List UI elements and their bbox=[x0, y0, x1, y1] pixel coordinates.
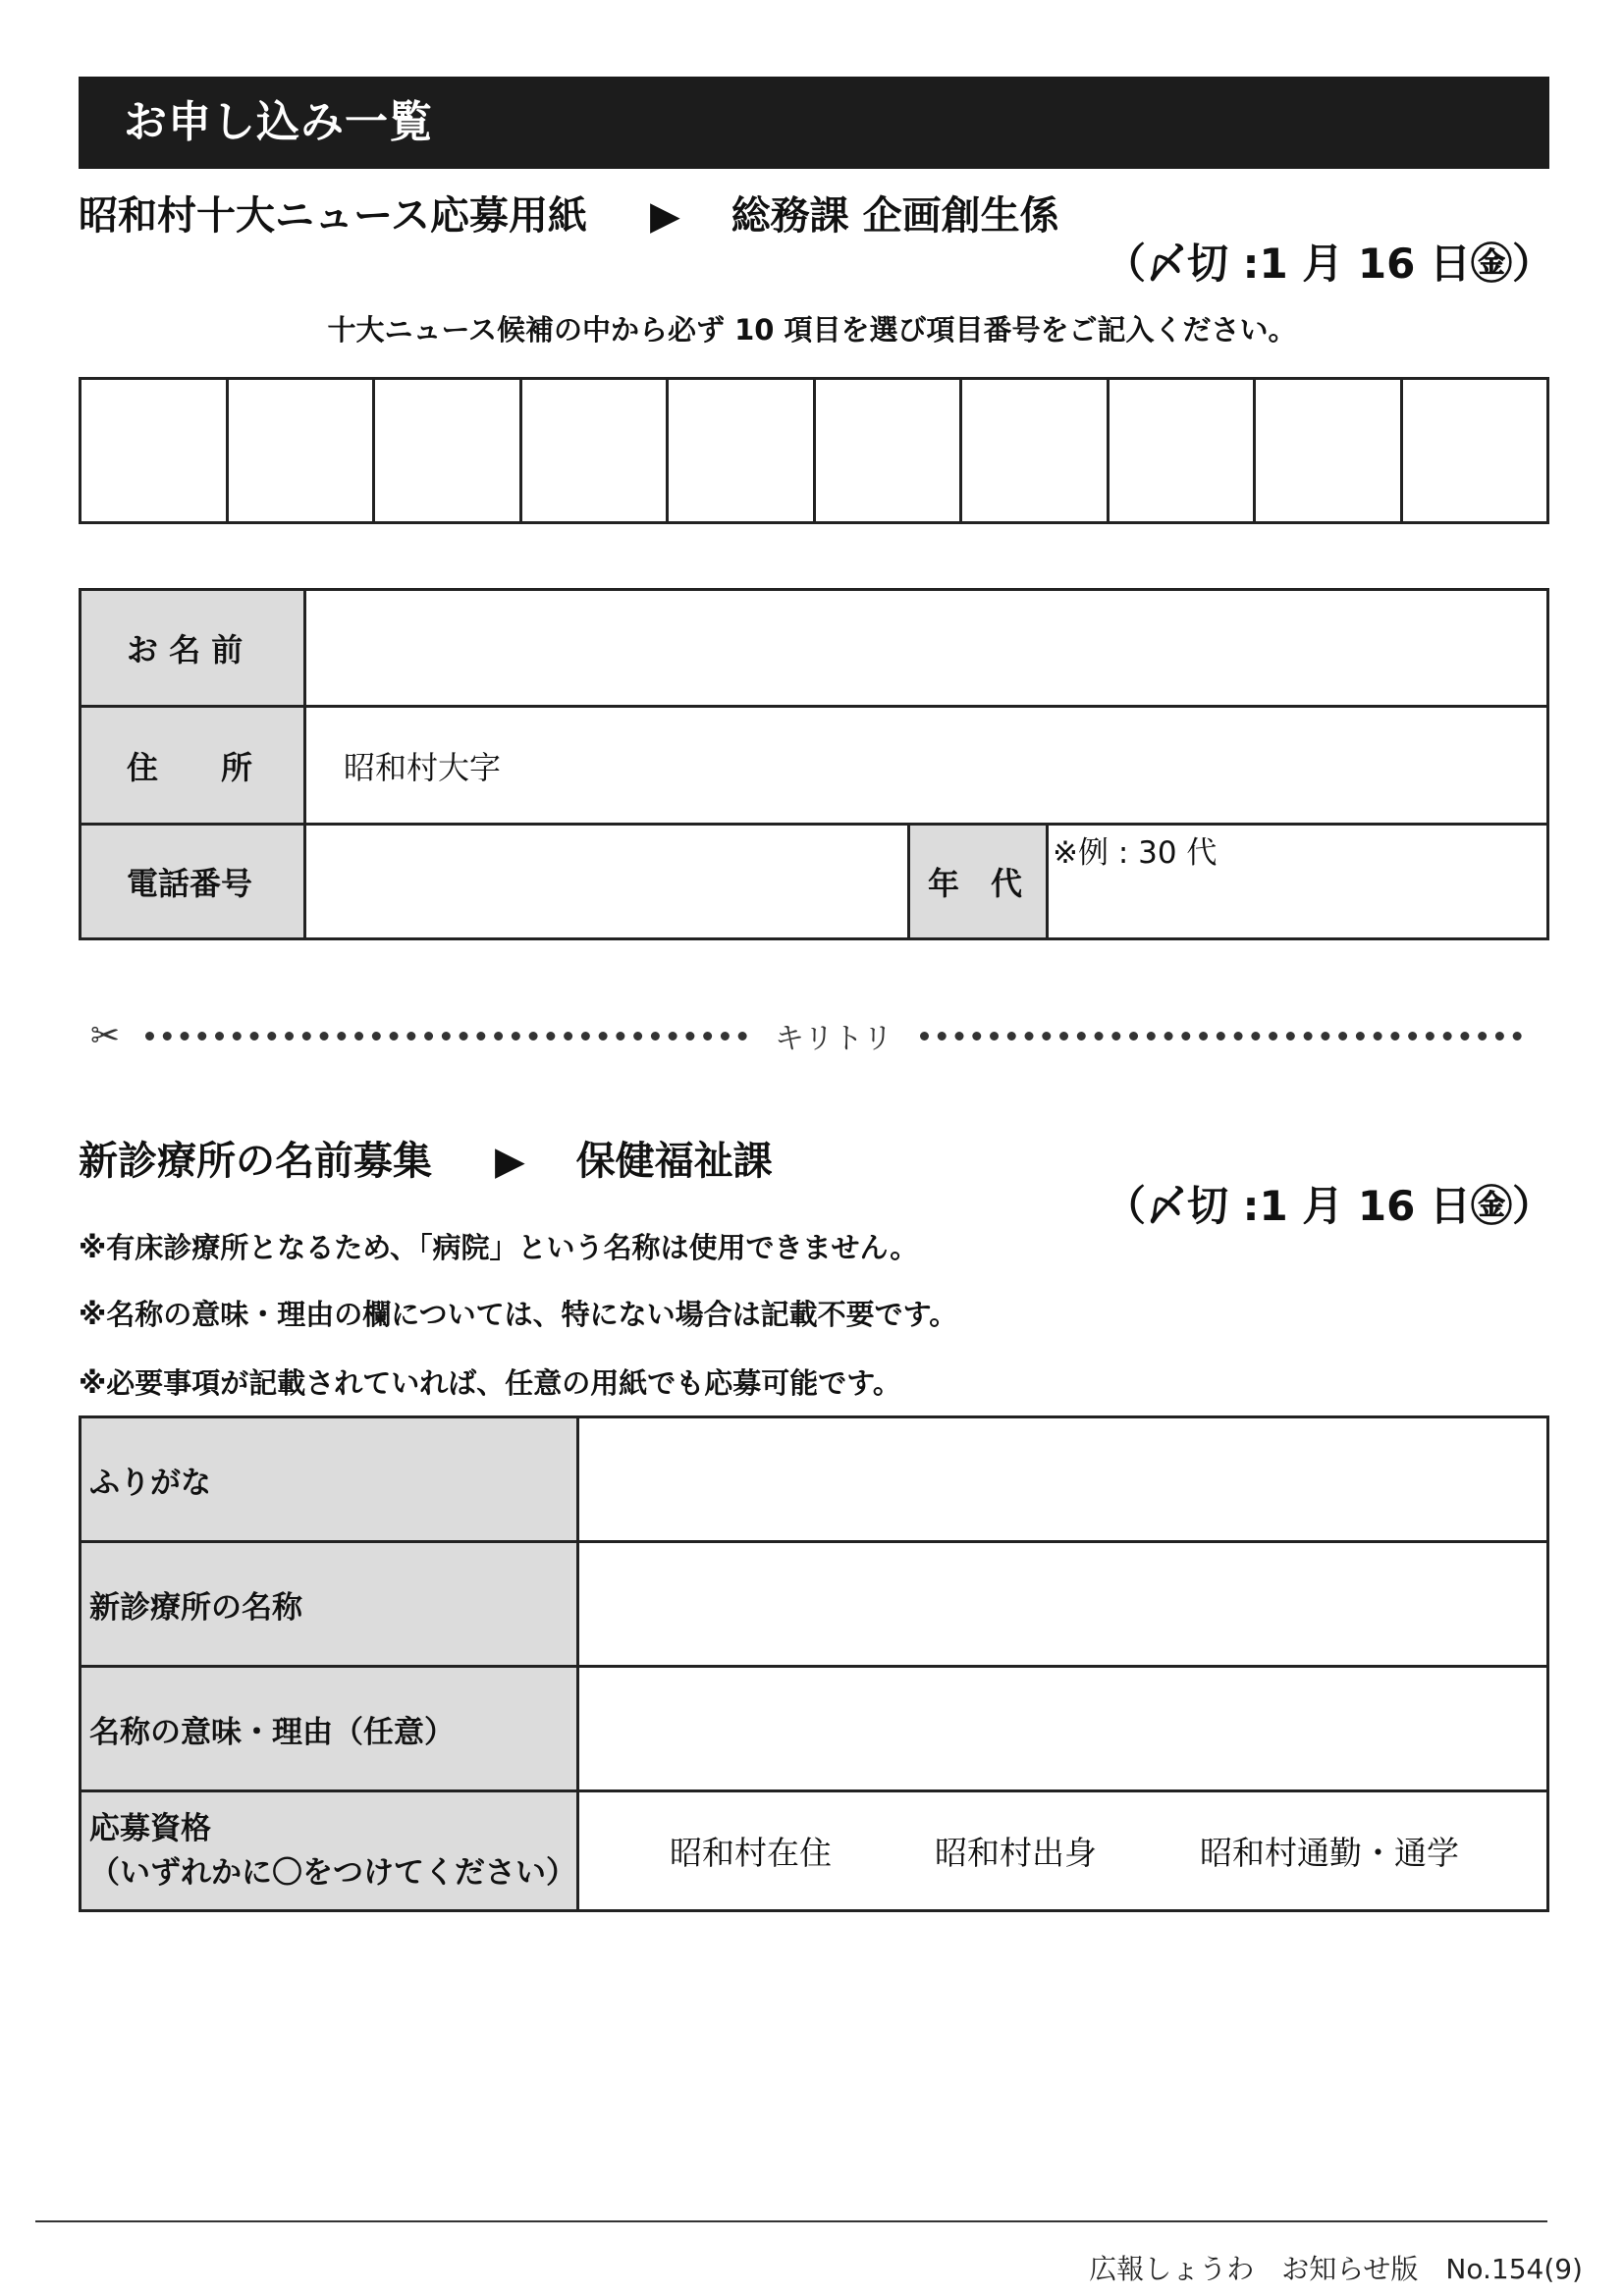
news-number-box-4[interactable] bbox=[522, 380, 670, 521]
cut-line-dots-right bbox=[920, 1032, 1522, 1041]
news-number-box-9[interactable] bbox=[1256, 380, 1403, 521]
news-number-box-8[interactable] bbox=[1110, 380, 1257, 521]
furigana-field[interactable] bbox=[579, 1418, 1546, 1540]
news-number-box-1[interactable] bbox=[81, 380, 229, 521]
news-number-box-10[interactable] bbox=[1403, 380, 1547, 521]
news-number-box-5[interactable] bbox=[669, 380, 816, 521]
reason-field[interactable] bbox=[579, 1668, 1546, 1789]
clinic-name-form bbox=[79, 1415, 1549, 1912]
news-number-box-6[interactable] bbox=[816, 380, 963, 521]
section1-title: 昭和村十大ニュース応募用紙 bbox=[79, 193, 587, 239]
name-field[interactable] bbox=[306, 591, 1546, 705]
footer-divider bbox=[35, 2220, 1547, 2222]
reason-label: 名称の意味・理由（任意） bbox=[81, 1668, 579, 1789]
section2-department: 保健福祉課 bbox=[575, 1139, 773, 1184]
furigana-label: ふりがな bbox=[81, 1418, 579, 1540]
clinic-name-field[interactable] bbox=[579, 1543, 1546, 1665]
phone-label: 電話番号 bbox=[81, 826, 306, 937]
section2-deadline: （〆切 :1 月 16 日㊎） bbox=[1105, 1182, 1553, 1230]
section2-title-row bbox=[79, 1139, 773, 1184]
address-field[interactable]: 昭和村大字 bbox=[344, 748, 502, 786]
section1-title-row bbox=[79, 193, 1059, 239]
age-label: 年 代 bbox=[910, 826, 1049, 937]
phone-age-row bbox=[81, 826, 1546, 937]
cut-line-label: キリトリ bbox=[775, 1022, 893, 1056]
name-row bbox=[81, 591, 1546, 708]
qualification-label-line2: （いずれかに〇をつけてください） bbox=[89, 1854, 576, 1891]
address-label: 住 所 bbox=[81, 708, 306, 823]
section1-department: 総務課 企画創生係 bbox=[731, 193, 1059, 239]
age-field[interactable] bbox=[1049, 826, 1546, 937]
address-row bbox=[81, 708, 1546, 826]
news-number-boxes bbox=[79, 377, 1549, 524]
clinic-name-label: 新診療所の名称 bbox=[81, 1543, 579, 1665]
age-example-text: ※例 : 30 代 bbox=[1053, 835, 1218, 871]
section1-instruction: 十大ニュース候補の中から必ず 10 項目を選び項目番号をご記入ください。 bbox=[327, 313, 1297, 347]
section2-note-3: ※必要事項が記載されていれば、任意の用紙でも応募可能です。 bbox=[79, 1366, 901, 1400]
clinic-name-row bbox=[81, 1543, 1546, 1668]
arrow-icon: ▶ bbox=[494, 1139, 525, 1184]
furigana-row bbox=[81, 1418, 1546, 1543]
news-number-box-7[interactable] bbox=[962, 380, 1110, 521]
arrow-icon: ▶ bbox=[649, 193, 680, 239]
reason-row bbox=[81, 1668, 1546, 1792]
footer-text: 広報しょうわ お知らせ版 No.154(9) bbox=[1089, 2253, 1583, 2285]
scissors-icon: ✂ bbox=[90, 1015, 121, 1056]
news-number-box-3[interactable] bbox=[375, 380, 522, 521]
qualification-option-commuter[interactable]: 昭和村通勤・通学 bbox=[1200, 1834, 1459, 1872]
qualification-label-line1: 応募資格 bbox=[89, 1810, 211, 1846]
page-header: お申し込み一覧 bbox=[79, 77, 1549, 169]
qualification-row bbox=[81, 1792, 1546, 1909]
section2-title: 新診療所の名前募集 bbox=[79, 1139, 432, 1184]
cut-line bbox=[90, 1016, 1534, 1055]
cut-line-dots-left bbox=[145, 1032, 747, 1041]
section2-note-1: ※有床診療所となるため、「病院」という名称は使用できません。 bbox=[79, 1231, 919, 1264]
qualification-options bbox=[579, 1792, 1546, 1909]
section2-note-2: ※名称の意味・理由の欄については、特にない場合は記載不要です。 bbox=[79, 1298, 958, 1331]
section1-deadline: （〆切 :1 月 16 日㊎） bbox=[1105, 240, 1553, 288]
qualification-option-native[interactable]: 昭和村出身 bbox=[935, 1834, 1097, 1872]
phone-field[interactable] bbox=[306, 826, 910, 937]
qualification-option-resident[interactable]: 昭和村在住 bbox=[670, 1834, 832, 1872]
qualification-label bbox=[81, 1792, 579, 1909]
news-number-box-2[interactable] bbox=[229, 380, 376, 521]
news-entry-form bbox=[79, 588, 1549, 940]
name-label: お 名 前 bbox=[81, 591, 306, 705]
